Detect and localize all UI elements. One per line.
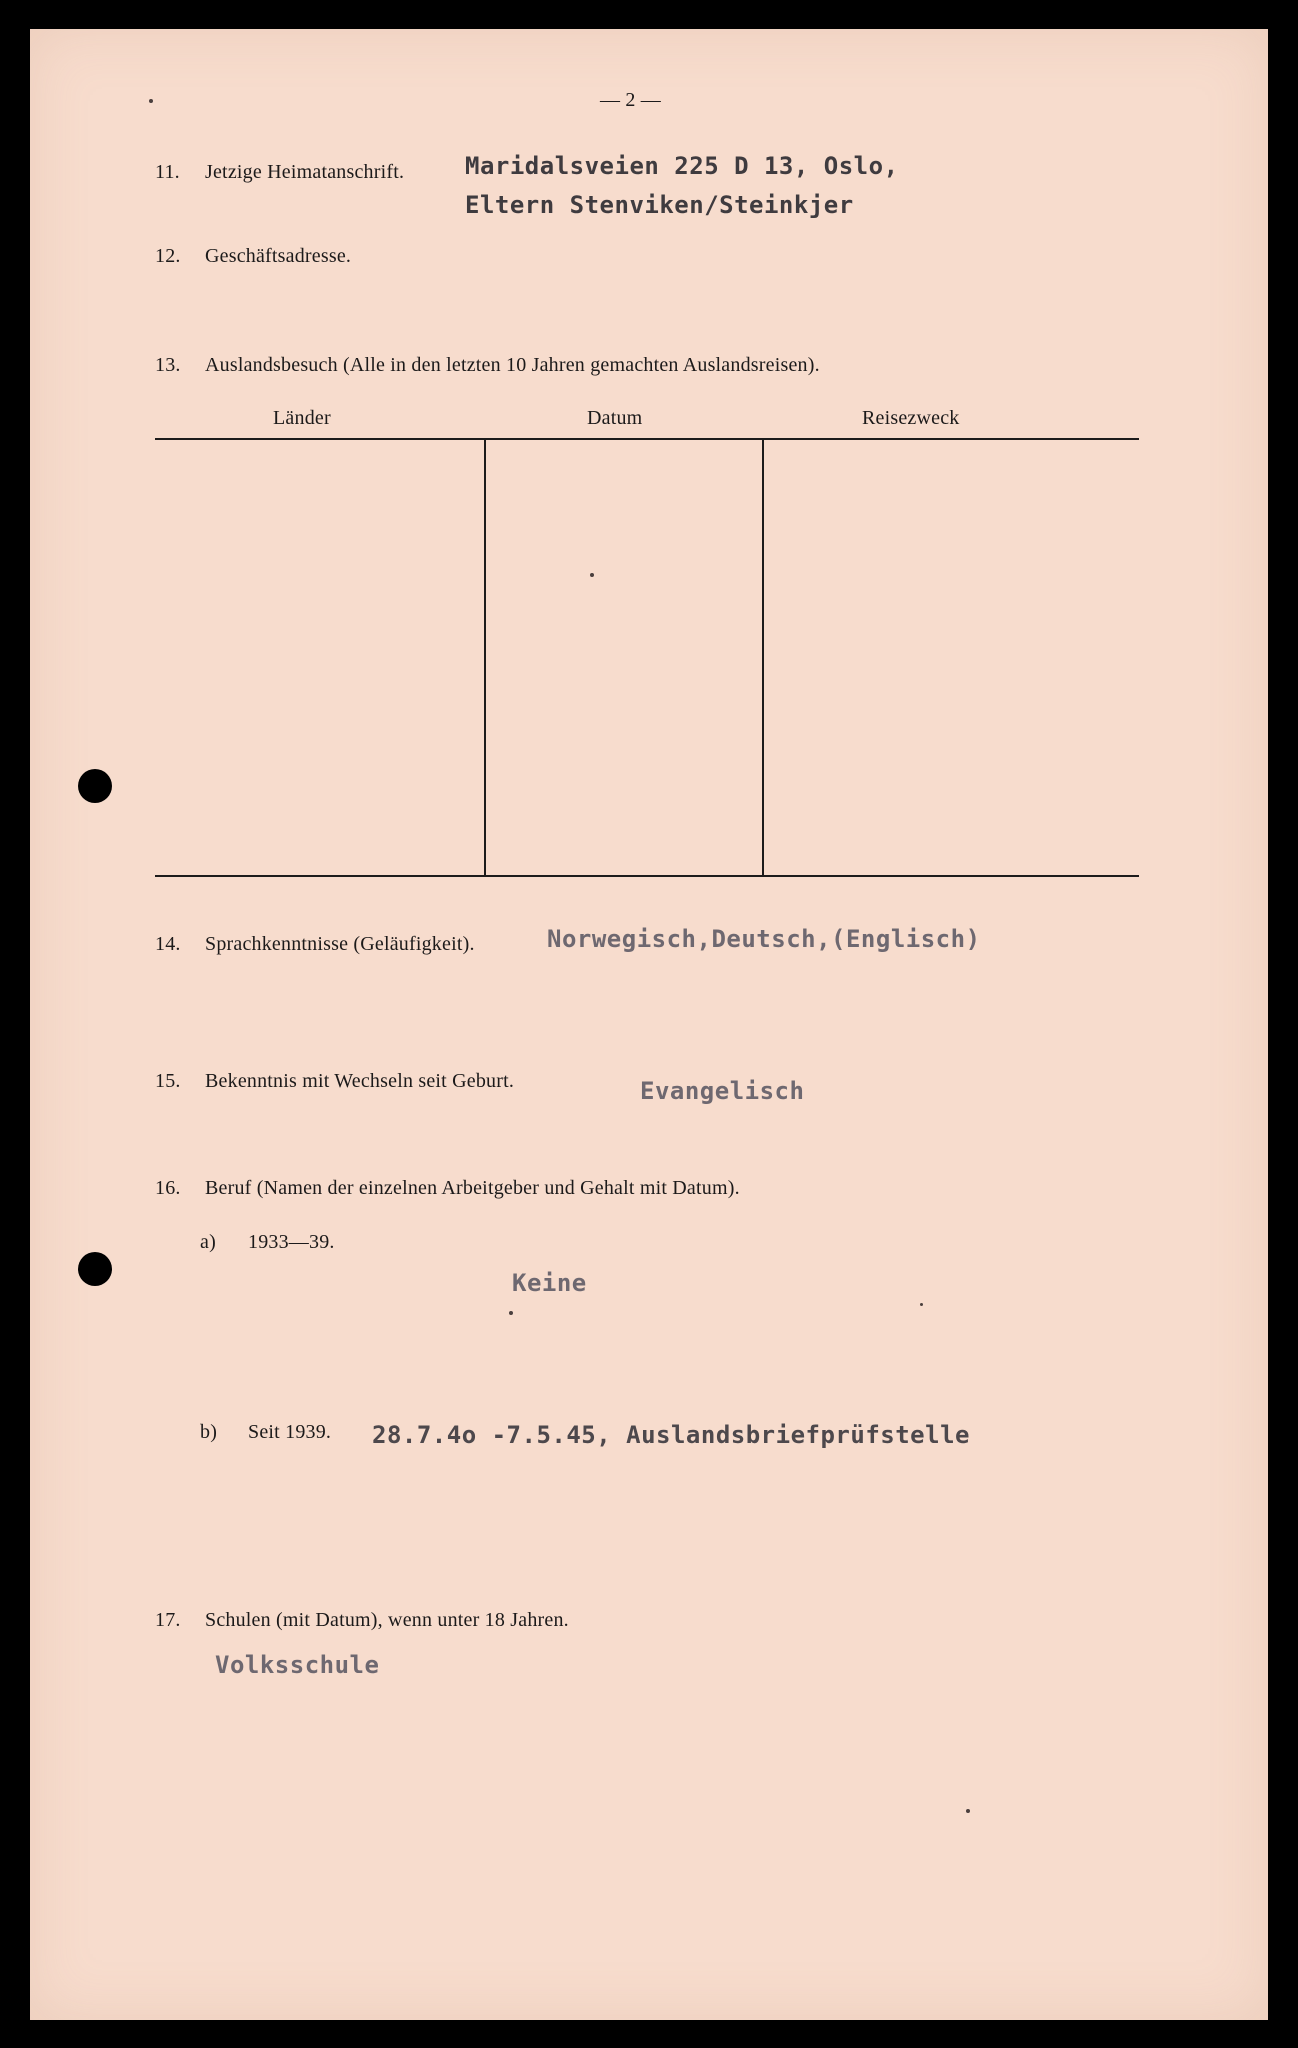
punch-hole-lower [78,1252,112,1286]
table-bottom-rule [155,875,1139,877]
form-page [30,29,1268,2020]
occupation-1933-39-value: Keine [512,1269,587,1297]
paper-speck [966,1809,970,1813]
paper-speck [149,99,153,103]
item-15-label [155,1070,514,1093]
item-12-label-text: Geschäftsadresse. [205,245,352,267]
item-13-number: 13. [155,354,181,376]
confession-value: Evangelisch [640,1077,805,1105]
item-13-label [155,354,820,377]
table-column-divider-1 [484,439,486,875]
home-address-line-1: Maridalsveien 225 D 13, Oslo, [465,152,899,180]
item-13-label-text: Auslandsbesuch (Alle in den letzten 10 Jahren gemachten Auslandsreisen). [205,354,820,376]
table-header-laender: Länder [273,407,331,429]
item-14-label [155,933,475,956]
item-16-label-text: Beruf (Namen der einzelnen Arbeitgeber und Gehalt mit Datum). [205,1177,740,1199]
item-14-label-text: Sprachkenntnisse (Geläufigkeit). [205,933,475,955]
table-top-rule [155,438,1139,440]
item-15-number: 15. [155,1070,181,1092]
paper-speck [590,573,594,577]
item-16-number: 16. [155,1177,181,1199]
item-16-label [155,1177,740,1200]
item-12-label [155,245,351,268]
table-header-reisezweck: Reisezweck [862,407,960,429]
item-17-label [155,1609,569,1632]
table-column-divider-2 [762,439,764,875]
paper-speck [509,1311,513,1315]
schools-value: Volksschule [215,1651,380,1679]
item-12-number: 12. [155,245,181,267]
item-17-number: 17. [155,1609,181,1631]
item-16b-label-text: Seit 1939. [248,1421,332,1443]
table-header-datum: Datum [587,407,643,429]
item-15-label-text: Bekenntnis mit Wechseln seit Geburt. [205,1070,515,1092]
item-11-label-text: Jetzige Heimatanschrift. [205,161,405,183]
paper-speck [920,1303,923,1306]
item-16a-label-text: 1933—39. [248,1231,335,1253]
home-address-line-2: Eltern Stenviken/Steinkjer [465,191,854,219]
item-16a-label [200,1231,335,1254]
punch-hole-upper [78,769,112,803]
item-16a-marker: a) [200,1231,216,1253]
occupation-since-1939-value: 28.7.4o -7.5.45, Auslandsbriefprüfstelle [372,1421,970,1449]
item-11-number: 11. [155,161,180,183]
page-number: — 2 — [600,89,661,111]
language-skills-value: Norwegisch,Deutsch,(Englisch) [547,925,981,953]
item-16b-marker: b) [200,1421,218,1443]
item-11-label [155,161,404,184]
item-14-number: 14. [155,933,181,955]
item-17-label-text: Schulen (mit Datum), wenn unter 18 Jahren. [205,1609,569,1631]
item-16b-label [200,1421,331,1444]
